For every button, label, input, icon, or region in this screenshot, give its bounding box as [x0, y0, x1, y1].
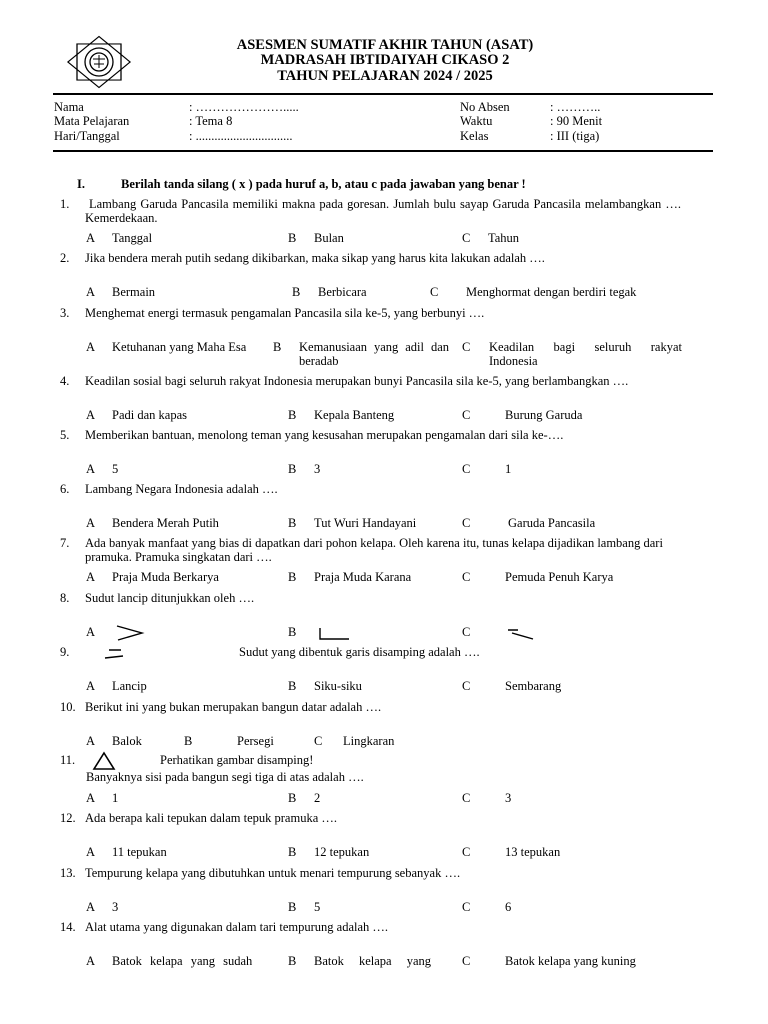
option-b[interactable]: 12 tepukan — [314, 845, 370, 859]
acute-angle-icon[interactable] — [114, 624, 146, 642]
option-letter-b[interactable]: B — [184, 734, 193, 748]
option-a[interactable]: 1 — [112, 791, 119, 805]
option-c[interactable]: Batok kelapa yang kuning — [505, 954, 636, 968]
option-a[interactable]: Bermain — [112, 285, 156, 299]
angle-lines-icon[interactable] — [504, 624, 536, 642]
hari-label: Hari/Tanggal — [54, 129, 120, 143]
option-letter-b[interactable]: B — [288, 791, 297, 805]
option-b[interactable]: Siku-siku — [314, 679, 362, 693]
question-number: 6. — [60, 482, 70, 496]
question-number: 14. — [60, 920, 76, 934]
question-text: Tempurung kelapa yang dibutuhkan untuk menari tempurung sebanyak …. — [85, 866, 461, 880]
option-letter-c[interactable]: C — [430, 285, 439, 299]
option-letter-a[interactable]: A — [86, 285, 96, 299]
option-b[interactable]: 2 — [314, 791, 321, 805]
option-letter-a[interactable]: A — [86, 791, 96, 805]
option-b[interactable]: Batok kelapa yang — [314, 954, 432, 968]
option-b[interactable]: Bulan — [314, 231, 344, 245]
option-letter-a[interactable]: A — [86, 462, 96, 476]
option-c[interactable]: Burung Garuda — [505, 408, 583, 422]
option-b[interactable]: Praja Muda Karana — [314, 570, 412, 584]
kelas-label: Kelas — [460, 129, 489, 143]
question-number: 4. — [60, 374, 70, 388]
octagram-emblem-icon — [62, 32, 136, 92]
exam-title: ASESMEN SUMATIF AKHIR TAHUN (ASAT) — [236, 37, 534, 53]
option-letter-b[interactable]: B — [288, 462, 297, 476]
option-a[interactable]: Ketuhanan yang Maha Esa — [112, 340, 247, 354]
option-c[interactable]: Menghormat dengan berdiri tegak — [466, 285, 637, 299]
option-letter-c[interactable]: C — [462, 845, 471, 859]
option-letter-b[interactable]: B — [292, 285, 301, 299]
question-number: 7. — [60, 536, 70, 550]
option-c[interactable]: Garuda Pancasila — [508, 516, 596, 530]
option-c[interactable]: 1 — [505, 462, 512, 476]
academic-year: TAHUN PELAJARAN 2024 / 2025 — [277, 68, 493, 84]
option-letter-c[interactable]: C — [462, 340, 471, 354]
option-letter-c[interactable]: C — [462, 408, 471, 422]
option-letter-c[interactable]: C — [462, 900, 471, 914]
nama-field[interactable]: : …………………..... — [189, 100, 299, 114]
question-text: Memberikan bantuan, menolong teman yang kesusahan merupakan pengamalan dari sila ke-…. — [85, 428, 564, 442]
right-angle-icon[interactable] — [316, 624, 352, 642]
kelas-value: : III (tiga) — [550, 129, 600, 143]
option-letter-a[interactable]: A — [86, 408, 96, 422]
option-a[interactable]: Padi dan kapas — [112, 408, 187, 422]
triangle-icon — [91, 751, 117, 771]
absen-label: No Absen — [460, 100, 510, 114]
question-number: 10. — [60, 700, 76, 714]
question-text: Lambang Negara Indonesia adalah …. — [85, 482, 278, 496]
question-number: 11. — [60, 753, 76, 767]
option-a[interactable]: Bendera Merah Putih — [112, 516, 219, 530]
absen-field[interactable]: : ……….. — [550, 100, 601, 114]
option-letter-a[interactable]: A — [86, 516, 96, 530]
option-a[interactable]: Praja Muda Berkarya — [112, 570, 219, 584]
option-a[interactable]: 5 — [112, 462, 119, 476]
option-letter-b[interactable]: B — [288, 900, 297, 914]
option-c[interactable]: 13 tepukan — [505, 845, 561, 859]
question-text: Sudut lancip ditunjukkan oleh …. — [85, 591, 255, 605]
option-letter-a[interactable]: A — [86, 570, 96, 584]
question-text: Perhatikan gambar disamping! — [160, 753, 314, 767]
option-letter-c[interactable]: C — [462, 231, 471, 245]
option-letter-a[interactable]: A — [86, 679, 96, 693]
option-letter-a[interactable]: A — [86, 340, 96, 354]
question-number: 2. — [60, 251, 70, 265]
question-text: Keadilan sosial bagi seluruh rakyat Indonesia merupakan bunyi Pancasila sila ke-5, yang berlambangkan …. — [85, 374, 629, 388]
option-c[interactable]: Tahun — [488, 231, 520, 245]
option-letter-b[interactable]: B — [288, 679, 297, 693]
option-letter-a[interactable]: A — [86, 231, 96, 245]
option-c[interactable]: Sembarang — [505, 679, 562, 693]
option-letter-c[interactable]: C — [462, 679, 471, 693]
option-letter-a[interactable]: A — [86, 954, 96, 968]
waktu-value: : 90 Menit — [550, 114, 603, 128]
question-number: 5. — [60, 428, 70, 442]
option-a[interactable]: Tanggal — [112, 231, 153, 245]
option-letter-b[interactable]: B — [288, 231, 297, 245]
option-b[interactable]: Berbicara — [318, 285, 367, 299]
angle-figure-icon — [101, 645, 129, 663]
option-letter-c[interactable]: C — [462, 625, 471, 639]
mapel-label: Mata Pelajaran — [54, 114, 130, 128]
option-b[interactable]: Tut Wuri Handayani — [314, 516, 417, 530]
option-letter-b[interactable]: B — [288, 570, 297, 584]
option-c[interactable]: Pemuda Penuh Karya — [505, 570, 614, 584]
question-text: Ada berapa kali tepukan dalam tepuk pramuka …. — [85, 811, 337, 825]
question-text: Ada banyak manfaat yang bias di dapatkan dari pohon kelapa. Oleh karena itu, tunas kelapa dijadikan lambang dari pramuka. Pramuka singkatan dari …. — [85, 536, 663, 564]
option-letter-a[interactable]: A — [86, 900, 96, 914]
option-letter-c[interactable]: C — [462, 516, 471, 530]
question-number: 13. — [60, 866, 76, 880]
section-number: I. — [77, 177, 85, 191]
option-letter-c[interactable]: C — [462, 954, 471, 968]
hari-field[interactable]: : ............................... — [189, 129, 293, 143]
option-letter-a[interactable]: A — [86, 734, 96, 748]
option-letter-c[interactable]: C — [462, 570, 471, 584]
option-a[interactable]: Balok — [112, 734, 142, 748]
question-text: Menghemat energi termasuk pengamalan Pancasila sila ke-5, yang berbunyi …. — [85, 306, 485, 320]
question-text: Lambang Garuda Pancasila memiliki makna pada goresan. Jumlah bulu sayap Garuda Pancasila melambangkan …. Kemerdekaan. — [85, 197, 681, 225]
question-subtext: Banyaknya sisi pada bangun segi tiga di atas adalah …. — [86, 770, 364, 784]
option-letter-b[interactable]: B — [288, 625, 297, 639]
option-c[interactable]: 3 — [505, 791, 512, 805]
option-a[interactable]: Lancip — [112, 679, 147, 693]
option-letter-a[interactable]: A — [86, 845, 96, 859]
option-b[interactable]: Kemanusiaan yang adil dan beradab — [299, 340, 449, 368]
question-number: 9. — [60, 645, 70, 659]
option-letter-b[interactable]: B — [273, 340, 282, 354]
option-letter-b[interactable]: B — [288, 516, 297, 530]
option-letter-c[interactable]: C — [314, 734, 323, 748]
option-letter-b[interactable]: B — [288, 845, 297, 859]
question-text: Berikut ini yang bukan merupakan bangun datar adalah …. — [85, 700, 382, 714]
question-text: Jika bendera merah putih sedang dikibarkan, maka sikap yang harus kita lakukan adalah …. — [85, 251, 545, 265]
option-a[interactable]: 11 tepukan — [112, 845, 167, 859]
header-divider-top — [53, 93, 713, 95]
option-letter-c[interactable]: C — [462, 791, 471, 805]
nama-label: Nama — [54, 100, 84, 114]
school-name: MADRASAH IBTIDAIYAH CIKASO 2 — [260, 52, 510, 68]
option-b[interactable]: Persegi — [237, 734, 274, 748]
option-c[interactable]: Keadilan bagi seluruh rakyat Indonesia — [489, 340, 682, 368]
option-letter-a[interactable]: A — [86, 625, 96, 639]
question-text: Sudut yang dibentuk garis disamping adalah …. — [239, 645, 480, 659]
option-c[interactable]: 6 — [505, 900, 512, 914]
option-letter-b[interactable]: B — [288, 954, 297, 968]
header-divider-bottom — [53, 150, 713, 152]
waktu-label: Waktu — [460, 114, 493, 128]
option-b[interactable]: Kepala Banteng — [314, 408, 395, 422]
option-a[interactable]: 3 — [112, 900, 119, 914]
mapel-value: : Tema 8 — [189, 114, 233, 128]
question-number: 3. — [60, 306, 70, 320]
question-text: Alat utama yang digunakan dalam tari tempurung adalah …. — [85, 920, 389, 934]
question-number: 12. — [60, 811, 76, 825]
option-letter-c[interactable]: C — [462, 462, 471, 476]
option-letter-b[interactable]: B — [288, 408, 297, 422]
question-number: 1. — [60, 197, 70, 211]
option-a[interactable]: Batok kelapa yang sudah — [112, 954, 253, 968]
question-number: 8. — [60, 591, 70, 605]
option-b[interactable]: 5 — [314, 900, 321, 914]
section-instruction: Berilah tanda silang ( x ) pada huruf a, b, atau c pada jawaban yang benar ! — [121, 177, 526, 191]
option-b[interactable]: 3 — [314, 462, 321, 476]
option-c[interactable]: Lingkaran — [343, 734, 395, 748]
